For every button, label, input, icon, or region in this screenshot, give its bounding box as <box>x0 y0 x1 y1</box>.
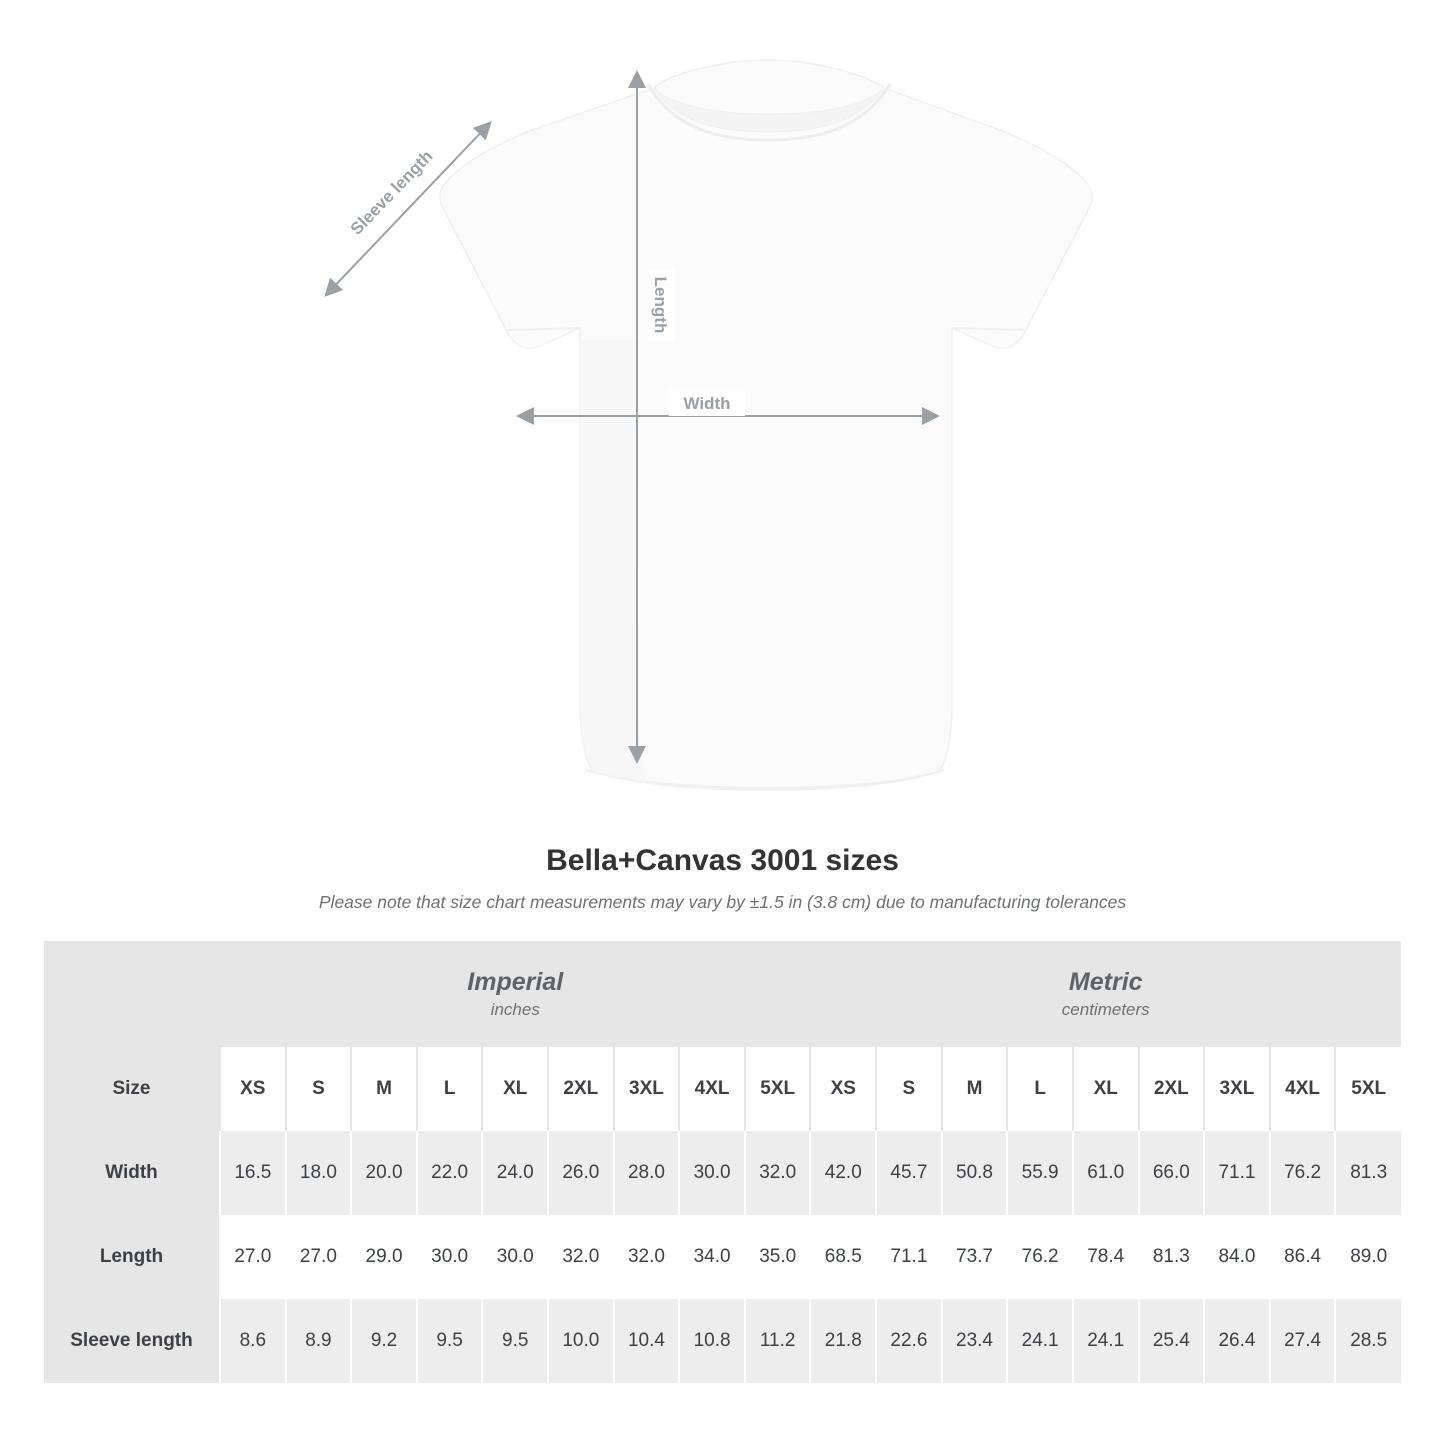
cell-length-4xl-cm: 86.4 <box>1270 1215 1336 1299</box>
size-table-wrapper <box>44 941 1401 1383</box>
tolerance-note: Please note that size chart measurements may vary by ±1.5 in (3.8 cm) due to manufacturing tolerances <box>318 892 1127 912</box>
cell-width-l-in: 22.0 <box>417 1131 483 1215</box>
cell-width-3xl-cm: 71.1 <box>1204 1131 1270 1215</box>
cell-width-xs-cm: 42.0 <box>810 1131 876 1215</box>
column-header-s-cm: S <box>876 1047 942 1131</box>
column-header-row <box>44 1047 1401 1131</box>
cell-width-5xl-in: 32.0 <box>745 1131 811 1215</box>
cell-width-xl-in: 24.0 <box>482 1131 548 1215</box>
cell-sleeve-m-cm: 23.4 <box>942 1299 1008 1383</box>
size-table <box>44 941 1401 1383</box>
sleeve-length-label: Sleeve length <box>346 146 437 239</box>
column-header-3xl-cm: 3XL <box>1204 1047 1270 1131</box>
cell-sleeve-s-cm: 22.6 <box>876 1299 942 1383</box>
column-header-m-in: M <box>351 1047 417 1131</box>
column-header-xs-cm: XS <box>810 1047 876 1131</box>
length-label: Length <box>651 276 670 334</box>
chart-heading <box>0 844 1445 913</box>
column-header-3xl-in: 3XL <box>614 1047 680 1131</box>
column-header-xl-cm: XL <box>1073 1047 1139 1131</box>
cell-sleeve-m-in: 9.2 <box>351 1299 417 1383</box>
unit-group-imperial-name: Imperial <box>467 967 564 996</box>
cell-sleeve-5xl-in: 11.2 <box>745 1299 811 1383</box>
cell-width-4xl-cm: 76.2 <box>1270 1131 1336 1215</box>
column-header-l-cm: L <box>1007 1047 1073 1131</box>
cell-length-xl-cm: 78.4 <box>1073 1215 1139 1299</box>
cell-length-5xl-in: 35.0 <box>745 1215 811 1299</box>
unit-group-imperial <box>220 941 810 1047</box>
cell-sleeve-4xl-cm: 27.4 <box>1270 1299 1336 1383</box>
cell-width-4xl-in: 30.0 <box>679 1131 745 1215</box>
unit-group-metric <box>810 941 1401 1047</box>
column-header-xl-in: XL <box>482 1047 548 1131</box>
size-row-label: Size <box>44 1047 220 1131</box>
cell-width-3xl-in: 28.0 <box>614 1131 680 1215</box>
table-row <box>44 1215 1401 1299</box>
cell-sleeve-3xl-in: 10.4 <box>614 1299 680 1383</box>
cell-width-s-in: 18.0 <box>286 1131 352 1215</box>
unit-header-row <box>44 941 1401 1047</box>
cell-sleeve-l-in: 9.5 <box>417 1299 483 1383</box>
cell-sleeve-2xl-in: 10.0 <box>548 1299 614 1383</box>
cell-sleeve-xl-cm: 24.1 <box>1073 1299 1139 1383</box>
unit-group-metric-name: Metric <box>1068 967 1143 996</box>
row-label-length: Length <box>44 1215 220 1299</box>
cell-length-xl-in: 30.0 <box>482 1215 548 1299</box>
cell-sleeve-xs-in: 8.6 <box>220 1299 286 1383</box>
cell-length-xs-in: 27.0 <box>220 1215 286 1299</box>
column-header-5xl-in: 5XL <box>745 1047 811 1131</box>
column-header-l-in: L <box>417 1047 483 1131</box>
row-label-width: Width <box>44 1131 220 1215</box>
column-header-s-in: S <box>286 1047 352 1131</box>
unit-header-spacer <box>44 941 220 1047</box>
cell-sleeve-l-cm: 24.1 <box>1007 1299 1073 1383</box>
cell-sleeve-3xl-cm: 26.4 <box>1204 1299 1270 1383</box>
cell-width-xs-in: 16.5 <box>220 1131 286 1215</box>
cell-sleeve-4xl-in: 10.8 <box>679 1299 745 1383</box>
column-header-2xl-cm: 2XL <box>1139 1047 1205 1131</box>
cell-width-5xl-cm: 81.3 <box>1335 1131 1401 1215</box>
cell-length-l-in: 30.0 <box>417 1215 483 1299</box>
column-header-m-cm: M <box>942 1047 1008 1131</box>
row-label-sleeve-length: Sleeve length <box>44 1299 220 1383</box>
cell-length-l-cm: 76.2 <box>1007 1215 1073 1299</box>
column-header-4xl-in: 4XL <box>679 1047 745 1131</box>
cell-length-xs-cm: 68.5 <box>810 1215 876 1299</box>
cell-width-2xl-in: 26.0 <box>548 1131 614 1215</box>
cell-sleeve-xs-cm: 21.8 <box>810 1299 876 1383</box>
cell-length-5xl-cm: 89.0 <box>1335 1215 1401 1299</box>
cell-sleeve-s-in: 8.9 <box>286 1299 352 1383</box>
cell-length-4xl-in: 34.0 <box>679 1215 745 1299</box>
cell-width-2xl-cm: 66.0 <box>1139 1131 1205 1215</box>
table-row <box>44 1131 1401 1215</box>
column-header-2xl-in: 2XL <box>548 1047 614 1131</box>
table-row <box>44 1299 1401 1383</box>
cell-width-s-cm: 45.7 <box>876 1131 942 1215</box>
cell-width-m-cm: 50.8 <box>942 1131 1008 1215</box>
cell-length-3xl-in: 32.0 <box>614 1215 680 1299</box>
width-label: Width <box>683 394 731 413</box>
cell-width-m-in: 20.0 <box>351 1131 417 1215</box>
cell-sleeve-xl-in: 9.5 <box>482 1299 548 1383</box>
cell-length-2xl-cm: 81.3 <box>1139 1215 1205 1299</box>
column-header-4xl-cm: 4XL <box>1270 1047 1336 1131</box>
cell-sleeve-2xl-cm: 25.4 <box>1139 1299 1205 1383</box>
tshirt-shape <box>440 60 1093 790</box>
column-header-xs-in: XS <box>220 1047 286 1131</box>
unit-group-imperial-sub: inches <box>490 1000 540 1020</box>
cell-width-xl-cm: 61.0 <box>1073 1131 1139 1215</box>
cell-length-m-cm: 73.7 <box>942 1215 1008 1299</box>
cell-width-l-cm: 55.9 <box>1007 1131 1073 1215</box>
cell-length-2xl-in: 32.0 <box>548 1215 614 1299</box>
cell-sleeve-5xl-cm: 28.5 <box>1335 1299 1401 1383</box>
cell-length-3xl-cm: 84.0 <box>1204 1215 1270 1299</box>
cell-length-s-cm: 71.1 <box>876 1215 942 1299</box>
cell-length-m-in: 29.0 <box>351 1215 417 1299</box>
cell-length-s-in: 27.0 <box>286 1215 352 1299</box>
unit-group-metric-sub: centimeters <box>1061 1000 1150 1020</box>
column-header-5xl-cm: 5XL <box>1335 1047 1401 1131</box>
page-title: Bella+Canvas 3001 sizes <box>546 844 899 877</box>
